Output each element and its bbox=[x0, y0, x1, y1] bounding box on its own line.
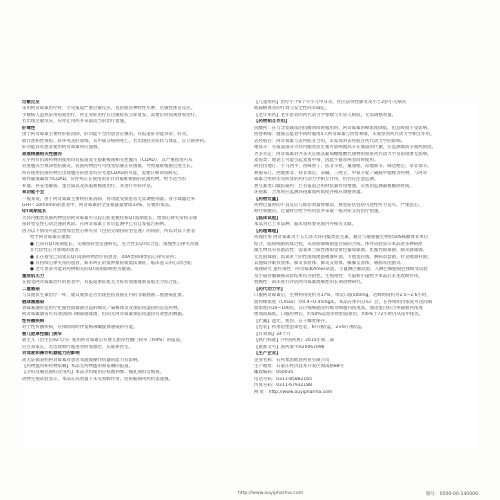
text-line: 增加而减低。口服药物后，约50%以原形经胆道排出，约6%于72小时内从尿中排出。 bbox=[254, 312, 424, 318]
section-heading: 【药代动力学】 bbox=[254, 286, 286, 292]
text-line: 结合，阻碍细菌转肽过程，从而抑制细菌蛋白质的合成。体外试验显示本品对多种病原 bbox=[254, 241, 423, 247]
text-line: 尚无证据表明阿奇霉素对患者驾驶或操作机器的能力有影响。 bbox=[22, 357, 142, 363]
text-line: 【批准文号】国药准字H20067096 bbox=[254, 344, 325, 350]
text-line: 【药物滥用和药物依赖】本品无药物滥用和依赖的报道。 bbox=[22, 363, 134, 369]
section-heading: 【药物过量】 bbox=[254, 196, 281, 202]
section-heading: 链球菌感染 bbox=[22, 299, 45, 305]
text-line: 地高辛：有报道部分大环内酯类抗生素可影响地高辛在肠道的代谢，应监测地高辛血药浓度。 bbox=[254, 145, 437, 151]
text-line: 动物生殖试验显示，本品在高剂量下未见致畸作用，但妊娠期用药仍需谨慎。 bbox=[22, 376, 173, 382]
text-line: 所有使用抗菌药物后出现腹泻的患者均应考虑CDAD的可能，需要仔细询问病史。 bbox=[22, 170, 182, 176]
text-line: 网 址：http://www.ouyipharma.com bbox=[254, 389, 333, 395]
text-line: ● 有持续心律失常的患者，如未纠正的低钾血症或低镁血症、临床意义的心动过缓； bbox=[30, 260, 196, 266]
text-line: 肝功能异常患者使用阿奇霉素时应谨慎。 bbox=[22, 145, 102, 151]
text-line: 利福布汀、西地那非、特非那定、茶碱、三唑仑、甲氧苄啶／磺胺甲噁唑等药物，与阿奇 bbox=[254, 170, 428, 176]
text-line: 致癌性：尚未进行评估阿奇霉素致癌性的长期动物研究。 bbox=[254, 280, 366, 286]
section-heading: QT间期延长 bbox=[22, 209, 47, 215]
section-heading: 婴儿肥厚性幽门狭窄 bbox=[22, 331, 62, 337]
text-line: 企业名称：石药集团欧意药业有限公司 bbox=[254, 357, 330, 363]
text-line: 扭转型室性心动过速的风险。在阿奇霉素上市后监测中已有自发报告病例。 bbox=[22, 222, 169, 228]
text-line: 无乳链球菌；需氧革兰阴性菌如流感嗜血杆菌、卡他莫拉菌、淋病奈瑟菌、杜克嗜血杆菌； bbox=[254, 254, 432, 260]
section-heading: 肝毒性 bbox=[22, 125, 36, 131]
text-line: 【贮藏】遮光，密封，在干燥处保存。 bbox=[254, 318, 330, 324]
section-heading: 二重感染 bbox=[22, 286, 40, 292]
text-line: 如怀疑或确诊为CDAD，应停用正在使用的非针对艰难梭菌的抗菌药物，给予适当的 bbox=[22, 177, 186, 183]
text-line: 胆汁淤积性黄疸、肝坏死及肝衰竭，其中部分病例死亡。若出现肝炎症状与体征，应立即停药。 bbox=[22, 138, 209, 144]
section-heading: 重症肌无力 bbox=[22, 273, 45, 279]
insert-right-column bbox=[254, 100, 478, 396]
text-line: 阿奇霉素通常可有效清除口咽部链球菌，但尚无阿奇霉素预防风湿热有效性的数据。 bbox=[22, 312, 187, 318]
text-line: 血浓度的10~100倍，在巨噬细胞及纤维母细胞内浓度高。血清蛋白结合率随血药浓度 bbox=[254, 306, 423, 311]
text-line: 齐多夫定：阿奇霉素对齐多夫定或其葡萄糖醛酸代谢物的血浆药代动力学及尿排泄无影响。 bbox=[254, 151, 432, 157]
text-line: 呕吐和腹泻。过量时应给予药用炭并采取一般对症支持治疗措施。 bbox=[254, 209, 383, 215]
text-line: 非代偿性心力衰竭的患者； bbox=[30, 248, 84, 254]
text-line: 西替利嗪：健康志愿者中同时服用5天阿奇霉素与西替利嗪，未观察到药代动力学相互作用。 bbox=[254, 132, 435, 138]
text-line: 抗酸药：在与含铝或镁的抗酸剂同时服用时，阿奇霉素的峰浓度降低，但总吸收不受影响。 bbox=[254, 125, 432, 131]
text-line: 补液、补充电解质、蛋白质以及抗艰难梭菌治疗，并进行外科评估。 bbox=[22, 183, 156, 189]
text-line: 【老年用药】老年患者的药代动力学参数与年轻人相似，无需调整剂量。 bbox=[254, 112, 397, 118]
text-line: 【孕妇及哺乳期妇女用药】本品孕妇使用应权衡利弊；哺乳期妇女慎用。 bbox=[22, 370, 165, 376]
text-line: 新生儿（出生后42天内）使用阿奇霉素后有婴儿肥厚性幽门狭窄（IHPS）的报道。 bbox=[22, 338, 185, 344]
text-line: 少数病人虽然采用短期治疗，停止对症治疗后过敏症状立即复发，需要长时间观察和治疗。 bbox=[22, 112, 200, 118]
text-line: 一般来说，由于阿奇霉素主要经肝脏清除，肾功能受损患者无需调整剂量。肾小球滤过率 bbox=[22, 196, 196, 202]
text-line: 【执行标准】《中国药典》2015年版二部 bbox=[254, 338, 335, 344]
text-line: ● 正在接受已知延长QT间期药物治疗的患者，如IA类和III类抗心律失常药； bbox=[30, 254, 179, 260]
section-heading: 过敏反应 bbox=[22, 100, 40, 105]
section-heading: 【生产企业】 bbox=[254, 351, 281, 357]
text-line: 血药峰浓度（Cmax）为0.4~0.45mg/L。本品在体内分布广泛，在各组织内浓度可达同期 bbox=[254, 299, 433, 305]
text-line: 或扁桃体炎的疗效与安全性尚未确定。 bbox=[254, 106, 330, 112]
text-line: 生产地址：石家庄经济技术开发区海南路88号 bbox=[254, 363, 345, 369]
text-line: 其他如沙眼衣原体、肺炎衣原体、肺炎支原体、解脲支原体、嗜肺军团菌等。 bbox=[254, 260, 405, 266]
text-line: 采用阿奇霉素治疗时，罕见报道严重过敏反应，包括血管神经性水肿、过敏性休克反应。 bbox=[22, 106, 196, 112]
footer-version-code: 版号：0500-00-140006 bbox=[425, 492, 478, 497]
text-line: 青霉素通常是治疗化脓性链球菌引起的咽炎／扁桃体炎及预防风湿热的首选药物。 bbox=[22, 306, 182, 311]
text-line: 传真号码：0311-67932188 bbox=[254, 383, 312, 389]
text-line: 对于性传播疾病，应排除同时伴发梅毒螺旋体感染的可能。 bbox=[22, 325, 138, 331]
text-line: 药物过量时的不良反应与推荐剂量时相似，典型症状包括可逆性听力丧失、严重恶心、 bbox=[254, 203, 423, 208]
section-heading: 性传播疾病 bbox=[22, 318, 45, 324]
section-heading: 【药理毒理】 bbox=[254, 228, 281, 234]
text-line: 轻度腹泻至致命性结肠炎。抗菌药物治疗可改变结肠正常菌群，导致艰难梭菌过度生长。 bbox=[22, 164, 196, 170]
text-line: 及小鼠骨髓微核试验结果均为阴性。生殖毒性：大鼠和小鼠给予本品后未见致畸作用。 bbox=[254, 273, 423, 279]
footer-website: http://www.ouyipharma.com bbox=[238, 491, 304, 496]
text-line: 口服阿奇霉素后，生物利用度约为37%，单次口服500mg，达峰时间约为2.5~2.6小时， bbox=[254, 293, 431, 299]
text-line: GFR＜10ml/min的患者中，阿奇霉素的全身暴露量增加33%，应慎用本品。 bbox=[22, 203, 174, 208]
text-line: 【儿童用药】治疗小于6个月小儿中耳炎、社区获得性肺炎及小于2岁小儿咽炎 bbox=[254, 100, 407, 105]
text-line: 【包装】药用铝塑泡罩包装，6片/板/盒，2×6片/板/盒。 bbox=[254, 325, 366, 331]
text-line: 【有效期】24个月 bbox=[254, 331, 291, 337]
text-line: 邮政编码：050035 bbox=[254, 370, 294, 376]
text-line: 本品为已上市品种，临床资料参见国内外相关文献。 bbox=[254, 222, 357, 228]
section-heading: 肾功能不全 bbox=[22, 190, 45, 196]
text-line: 几乎所有抗菌药物的使用均有报道发生艰难梭菌相关性腹泻（CDAD），其严重程度可从 bbox=[22, 157, 193, 163]
package-insert-sheet bbox=[22, 100, 478, 450]
text-line: 因为以下情况可能会增加室性心律失常（包括尖端扭转型室速）的风险，所以对以下患者 bbox=[22, 228, 196, 234]
text-line: 去羟肌苷：阿奇霉素与去羟肌苷合用，未发现对去羟肌苷药代动力学的影响。 bbox=[254, 138, 405, 144]
section-heading: 艰难梭菌相关性腹泻 bbox=[22, 151, 62, 157]
text-line: 在接受阿奇霉素治疗的患者中，有报道重症肌无力症状加重或新发肌无力综合征。 bbox=[22, 280, 182, 286]
text-line: 大环内酯类抗菌药物包括阿奇霉素可引起心脏复极化和QT间期延长，增加心律失常和尖端 bbox=[22, 215, 197, 221]
section-heading: 【药物相互作用】 bbox=[254, 119, 290, 125]
text-line: 药理作用 阿奇霉素为十五元环大环内酯类抗生素，通过与敏感微生物的50S核糖体亚单位 bbox=[254, 235, 429, 241]
text-line: ● 已知有QT间期延长、尖端扭转型室速病史、先天性长QT综合征、缓慢性心律失常或 bbox=[30, 241, 199, 247]
section-heading: 【临床试验】 bbox=[254, 215, 281, 221]
text-line: 霉素合用时未见明显的药代动力学相互作用，但仍应注意监测。 bbox=[254, 177, 379, 183]
text-line: ● 老年患者可能对药物相关的QT间期影响更为敏感。 bbox=[30, 267, 135, 273]
text-line: 给予阿奇霉素应谨慎： bbox=[30, 235, 75, 241]
section-heading: 对驾驶和操作机器能力的影响 bbox=[22, 351, 80, 357]
text-line: 应告知家长，若出现呕吐或进食时易激惹，应联系医生。 bbox=[22, 344, 134, 350]
text-line: 香豆素类口服抗凝药：已有报道合用时抗凝作用增强，应密切监测凝血酶原时间。 bbox=[254, 183, 414, 189]
insert-left-column bbox=[22, 100, 246, 383]
text-line: 由于阿奇霉素主要经肝脏清除，肝功能不全的患者应慎用。有报道肝功能异常、肝炎、 bbox=[22, 132, 191, 138]
text-line: 若出现过敏反应，应停止用药并采取适当的治疗措施。 bbox=[22, 119, 129, 125]
text-line: 毒理研究 遗传毒性：阿奇霉素Ames试验、小鼠淋巴瘤试验、人淋巴细胞染色体畸变试验 bbox=[254, 267, 428, 273]
text-line: 与其他抗生素治疗一样，建议观察是否出现包括真菌在内的非敏感菌二重感染征象。 bbox=[22, 293, 187, 299]
text-line: 阿托伐他汀、卡马西平、西咪替丁、依非韦伦、氟康唑、茚地那韦、咪达唑仑、奈非那韦、 bbox=[254, 164, 432, 170]
text-line: 环孢素：合用时应监测环孢素血药浓度并相应调整剂量。 bbox=[254, 190, 366, 196]
text-line: 麦角类：理论上可能引起麦角中毒，因此不推荐两者同时使用。 bbox=[254, 157, 379, 163]
insert-footer bbox=[22, 491, 478, 499]
text-line: 电话号码：0311-85882165 bbox=[254, 376, 312, 382]
text-line: 微生物具有抗菌活性：需氧革兰阳性菌如金黄色葡萄球菌、化脓性链球菌、肺炎链球菌、 bbox=[254, 248, 428, 254]
